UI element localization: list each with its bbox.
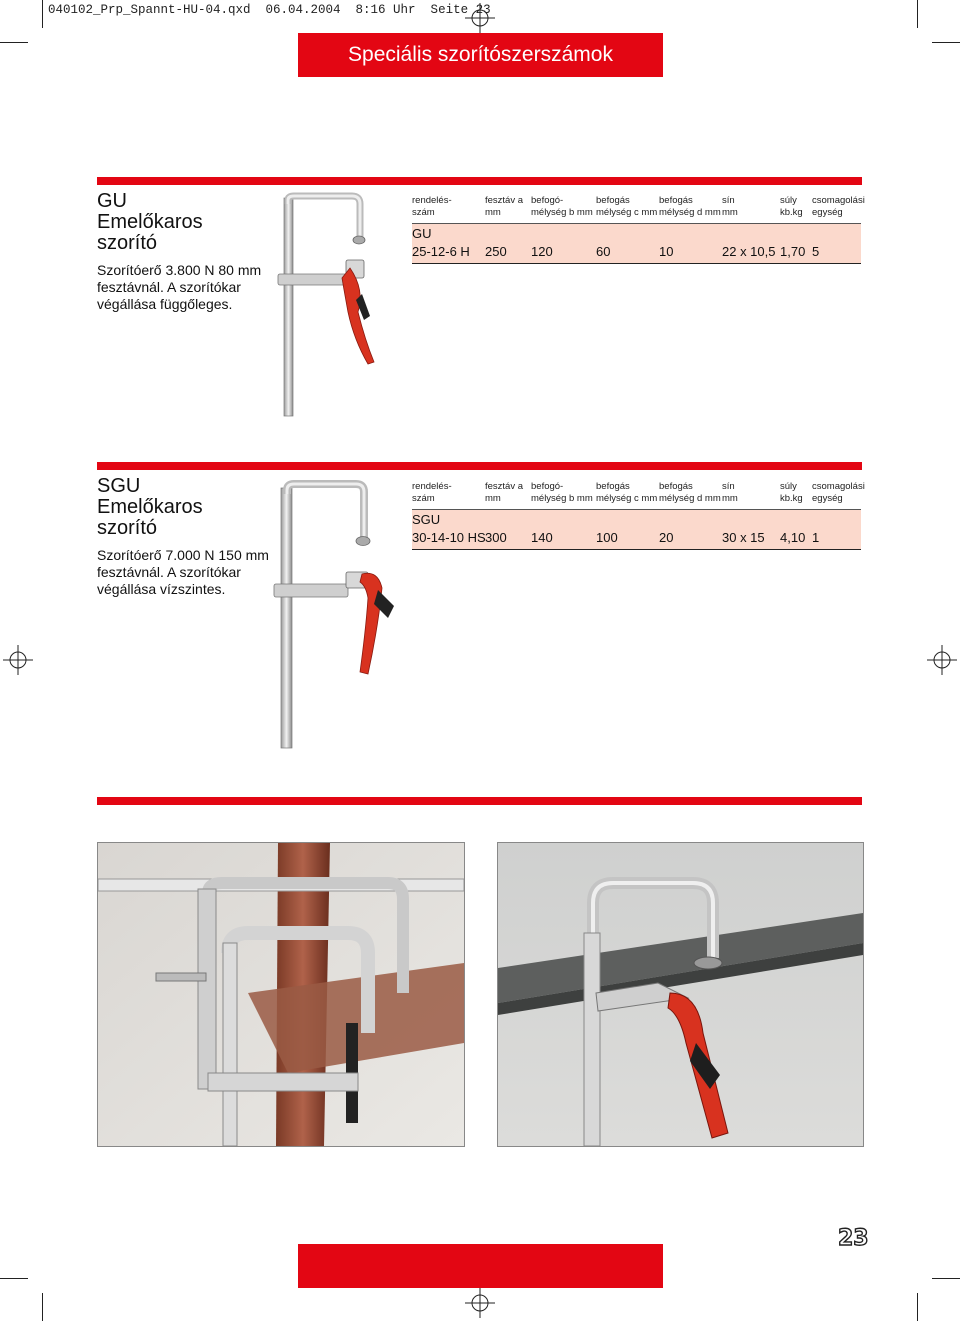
cell-pack: 5 bbox=[812, 244, 820, 259]
col-header: mélység d mm bbox=[659, 493, 721, 504]
col-header: mélység c mm bbox=[596, 493, 658, 504]
spec-table-sgu bbox=[412, 478, 865, 550]
col-header: sín bbox=[722, 481, 735, 492]
product-code: SGU bbox=[97, 475, 141, 497]
sgu-clamp-image bbox=[270, 478, 405, 750]
product-description: fesztávnál. A szorítókar bbox=[97, 564, 241, 580]
col-header: mélység d mm bbox=[659, 207, 721, 218]
crop-mark bbox=[42, 1293, 43, 1321]
product-name: szorító bbox=[97, 517, 158, 539]
cell-rail: 30 x 15 bbox=[722, 530, 765, 545]
application-photo-right bbox=[497, 842, 864, 1147]
cell-depth-c: 60 bbox=[596, 244, 611, 259]
spec-table-gu bbox=[412, 192, 865, 264]
cell-span-a: 250 bbox=[485, 244, 507, 259]
col-header: sín bbox=[722, 195, 735, 206]
cell-pack: 1 bbox=[812, 530, 820, 545]
table-row bbox=[412, 224, 861, 264]
application-photo-left bbox=[97, 842, 465, 1147]
col-header: rendelés- bbox=[412, 195, 452, 206]
crop-mark bbox=[0, 1278, 28, 1279]
cell-rail: 22 x 10,5 bbox=[722, 244, 776, 259]
cell-span-a: 300 bbox=[485, 530, 507, 545]
col-header: fesztáv a bbox=[485, 195, 524, 206]
col-header: befogó- bbox=[531, 481, 564, 492]
clamp-usage-photo bbox=[498, 843, 863, 1146]
cell-depth-d: 10 bbox=[659, 244, 674, 259]
table-row bbox=[412, 510, 861, 550]
product-gu-heading bbox=[97, 191, 282, 313]
registration-mark-icon bbox=[927, 645, 957, 675]
registration-mark-icon bbox=[465, 3, 495, 33]
bottom-red-bar bbox=[298, 1244, 663, 1288]
col-header: súly bbox=[780, 195, 797, 206]
col-header: kb.kg bbox=[780, 493, 803, 504]
crop-mark bbox=[917, 1293, 918, 1321]
col-header: csomagolási bbox=[812, 195, 865, 206]
col-header: rendelés- bbox=[412, 481, 452, 492]
product-name: Emelőkaros bbox=[97, 211, 203, 233]
col-header: befogás bbox=[596, 195, 630, 206]
col-header: csomagolási bbox=[812, 481, 865, 492]
product-code: GU bbox=[97, 190, 127, 212]
col-header: befogás bbox=[659, 481, 693, 492]
crop-mark bbox=[42, 0, 43, 28]
col-header: egység bbox=[812, 493, 843, 504]
col-header: mélység c mm bbox=[596, 207, 658, 218]
registration-mark-icon bbox=[465, 1288, 495, 1318]
col-header: mélység b mm bbox=[531, 207, 593, 218]
page-title: Speciális szorítószerszámok bbox=[298, 33, 663, 77]
product-sgu-heading bbox=[97, 476, 282, 598]
col-header: mm bbox=[722, 207, 738, 218]
cell-order-no: 25-12-6 H bbox=[412, 244, 470, 259]
product-description: végállása vízszintes. bbox=[97, 581, 226, 597]
col-header: befogó- bbox=[531, 195, 564, 206]
section-divider bbox=[97, 177, 862, 185]
section-divider bbox=[97, 797, 862, 805]
col-header: mélység b mm bbox=[531, 493, 593, 504]
cell-order-no: 30-14-10 HS bbox=[412, 530, 486, 545]
crop-mark bbox=[0, 42, 28, 43]
product-description: fesztávnál. A szorítókar bbox=[97, 279, 241, 295]
crop-mark bbox=[932, 42, 960, 43]
page-number: 23 bbox=[838, 1226, 869, 1251]
col-header: befogás bbox=[659, 195, 693, 206]
col-header: egység bbox=[812, 207, 843, 218]
cell-weight: 1,70 bbox=[780, 244, 806, 259]
col-header: befogás bbox=[596, 481, 630, 492]
cell-depth-c: 100 bbox=[596, 530, 618, 545]
cell-depth-b: 140 bbox=[531, 530, 553, 545]
row-group: GU bbox=[412, 226, 432, 241]
col-header: fesztáv a bbox=[485, 481, 524, 492]
product-description: végállása függőleges. bbox=[97, 296, 233, 312]
col-header: szám bbox=[412, 493, 435, 504]
col-header: mm bbox=[485, 493, 501, 504]
product-description: Szorítóerő 3.800 N 80 mm bbox=[97, 262, 262, 278]
section-divider bbox=[97, 462, 862, 470]
clamp-usage-photo bbox=[98, 843, 464, 1146]
crop-mark bbox=[917, 0, 918, 28]
table-header bbox=[412, 192, 865, 224]
product-description: Szorítóerő 7.000 N 150 mm bbox=[97, 547, 269, 563]
cell-weight: 4,10 bbox=[780, 530, 806, 545]
cell-depth-d: 20 bbox=[659, 530, 674, 545]
print-slug: 040102_Prp_Spannt-HU-04.qxd 06.04.2004 8:16 Uhr Seite 23 bbox=[48, 3, 491, 17]
col-header: kb.kg bbox=[780, 207, 803, 218]
row-group: SGU bbox=[412, 512, 441, 527]
crop-mark bbox=[932, 1278, 960, 1279]
col-header: mm bbox=[485, 207, 501, 218]
registration-mark-icon bbox=[3, 645, 33, 675]
col-header: súly bbox=[780, 481, 797, 492]
col-header: mm bbox=[722, 493, 738, 504]
product-name: szorító bbox=[97, 232, 158, 254]
table-header bbox=[412, 478, 865, 510]
cell-depth-b: 120 bbox=[531, 244, 553, 259]
product-name: Emelőkaros bbox=[97, 496, 203, 518]
col-header: szám bbox=[412, 207, 435, 218]
gu-clamp-image bbox=[270, 190, 395, 418]
